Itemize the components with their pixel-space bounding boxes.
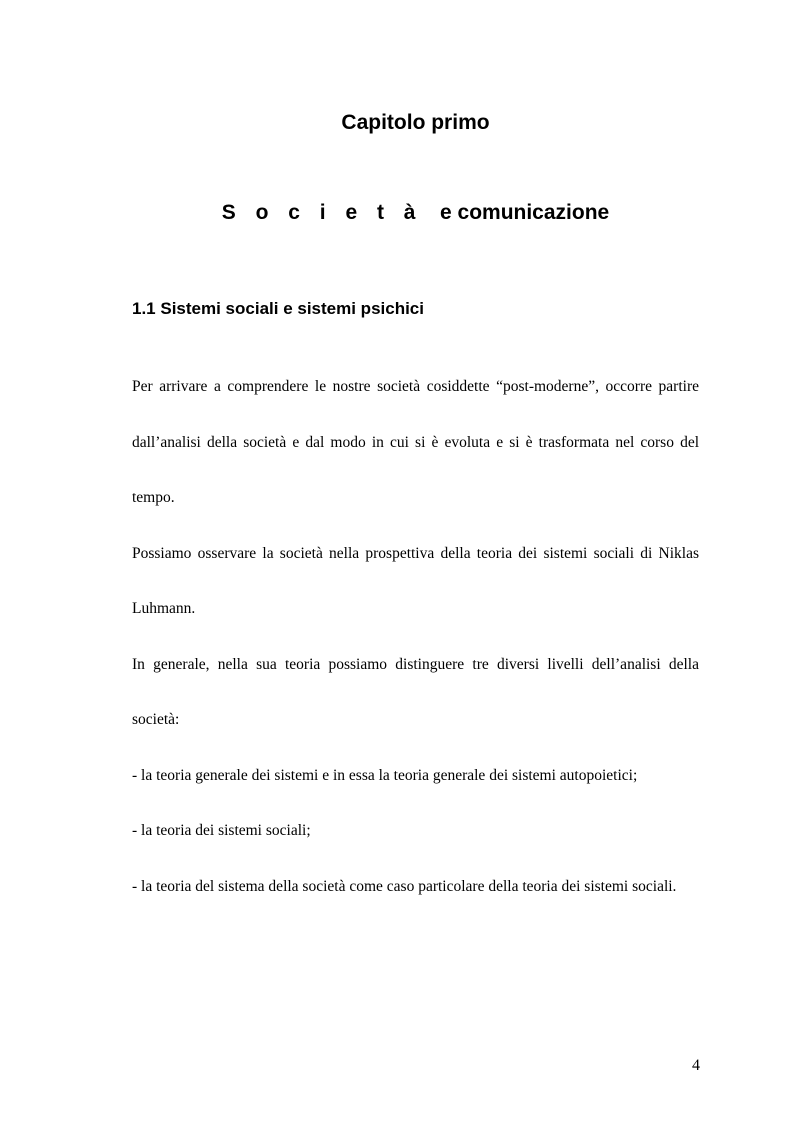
list-item: - la teoria dei sistemi sociali;: [132, 822, 311, 839]
page-number: 4: [692, 1057, 700, 1074]
chapter-title: [0, 198, 793, 228]
list-item: - la teoria del sistema della società come caso particolare della teoria dei sistemi sociali.: [132, 877, 677, 895]
section-heading: 1.1 Sistemi sociali e sistemi psichici: [132, 299, 424, 318]
chapter-title-spaced: S o c i e t à: [221, 201, 423, 224]
chapter-title-rest: e comunicazione: [440, 201, 610, 224]
paragraph-levels: In generale, nella sua teoria possiamo distinguere tre diversi livelli dell’analisi della società:: [132, 655, 699, 728]
list-item: - la teoria generale dei sistemi e in essa la teoria generale dei sistemi autopoietici;: [132, 766, 638, 784]
paragraph-intro: Per arrivare a comprendere le nostre società cosiddette “post-moderne”, occorre partire dall’analisi della società e dal modo in cui si è evoluta e si è trasformata nel corso del tempo.: [132, 378, 699, 506]
body-text: [132, 359, 699, 914]
paragraph-luhmann: Possiamo osservare la società nella prospettiva della teoria dei sistemi sociali di Niklas Luhmann.: [132, 544, 699, 617]
chapter-label: Capitolo primo: [341, 111, 490, 134]
